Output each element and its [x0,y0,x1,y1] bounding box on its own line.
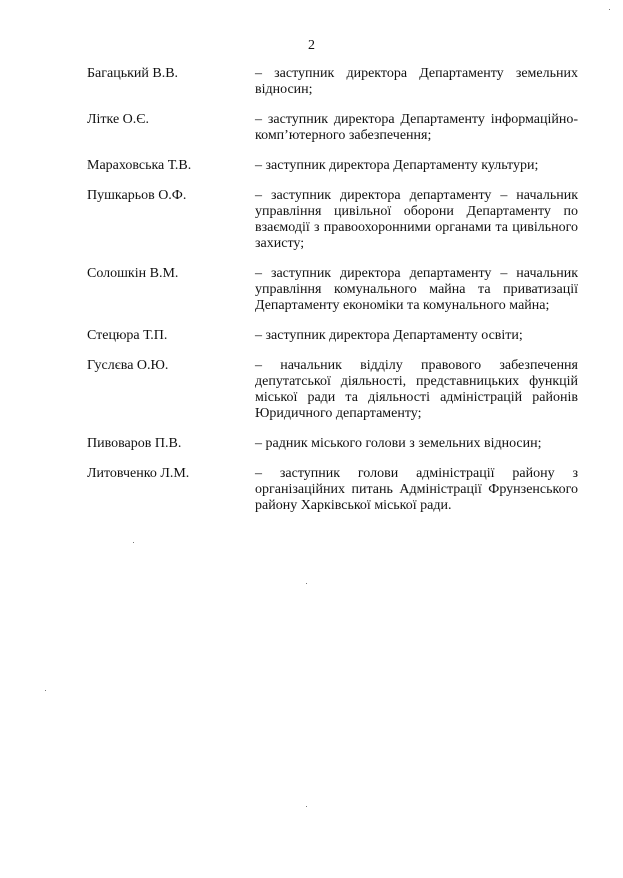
person-role: – заступник директора Департаменту освіти; [255,328,523,343]
person-name: Пушкарьов О.Ф. [87,188,187,203]
person-role: – заступник директора Департаменту земельних відносин; [255,66,578,97]
person-role: – радник міського голови з земельних відносин; [255,436,542,451]
personnel-list [87,66,587,528]
person-name: Литовченко Л.М. [87,466,190,481]
list-item [87,466,587,514]
page-number: 2 [308,38,315,53]
list-item [87,436,587,452]
list-item [87,328,587,344]
scan-speck [306,583,307,584]
scan-speck [609,9,610,10]
scan-speck [45,690,46,691]
person-role: – заступник директора Департаменту інформаційно-комп’ютерного забезпечення; [255,112,578,143]
person-name: Пивоваров П.В. [87,436,182,451]
person-role: – заступник директора департаменту – начальник управління комунального майна та приватизації Департаменту економіки та комунального майна; [255,266,578,313]
person-name: Літке О.Є. [87,112,150,127]
person-role: – заступник директора Департаменту культури; [255,158,539,173]
person-name: Мараховська Т.В. [87,158,192,173]
person-role: – начальник відділу правового забезпечення депутатської діяльності, представницьких функцій міської ради та діяльності адміністрацій районів Юридичного департаменту; [255,358,578,421]
list-item [87,158,587,174]
list-item [87,188,587,252]
person-name: Солошкін В.М. [87,266,179,281]
person-name: Багацький В.В. [87,66,179,81]
person-name: Гуслєва О.Ю. [87,358,169,373]
scan-speck [133,542,134,543]
list-item [87,358,587,422]
scan-speck [306,806,307,807]
list-item [87,266,587,314]
list-item [87,112,587,144]
person-role: – заступник голови адміністрації району з організаційних питань Адміністрації Фрунзенського району Харківської міської ради. [255,466,578,513]
person-role: – заступник директора департаменту – начальник управління цивільної оборони Департаменту по взаємодії з правоохоронними органами та цивільного захисту; [255,188,578,251]
person-name: Стецюра Т.П. [87,328,168,343]
list-item [87,66,587,98]
